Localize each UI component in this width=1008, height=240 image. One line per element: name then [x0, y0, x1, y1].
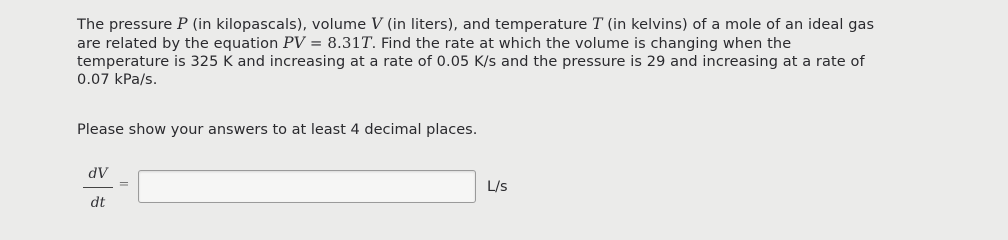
problem-text: The pressure: [77, 17, 178, 33]
problem-statement: [77, 15, 1007, 89]
answer-row: [80, 162, 580, 222]
variable-t: T: [592, 15, 603, 33]
problem-line-3: temperature is 325 K and increasing at a rate of 0.05 K/s and the pressure is 29 and increasing at a rate of: [77, 54, 865, 70]
answer-input[interactable]: [138, 170, 476, 203]
equals-sign: =: [118, 177, 130, 192]
equation-lhs: PV: [283, 34, 305, 52]
problem-text: (in kilopascals), volume: [187, 17, 371, 33]
variable-v: V: [370, 15, 383, 33]
equation-rhs-variable: T: [361, 34, 372, 52]
equation-constant: = 8.31: [304, 34, 362, 52]
problem-line-2: [77, 34, 1007, 53]
problem-line-4: 0.07 kPa/s.: [77, 72, 158, 88]
instruction-text: Please show your answers to at least 4 decimal places.: [77, 122, 478, 138]
fraction-numerator: dV: [88, 166, 108, 182]
problem-text: (in kelvins) of a mole of an ideal gas: [602, 17, 875, 33]
fraction-bar: [83, 187, 113, 188]
fraction-denominator: dt: [90, 195, 106, 211]
problem-text: (in liters), and temperature: [382, 17, 593, 33]
problem-text: . Find the rate at which the volume is changing when the: [371, 36, 792, 52]
problem-text: are related by the equation: [77, 36, 284, 52]
unit-label: L/s: [487, 179, 508, 195]
problem-line-1: [77, 15, 1007, 34]
variable-p: P: [177, 15, 188, 33]
